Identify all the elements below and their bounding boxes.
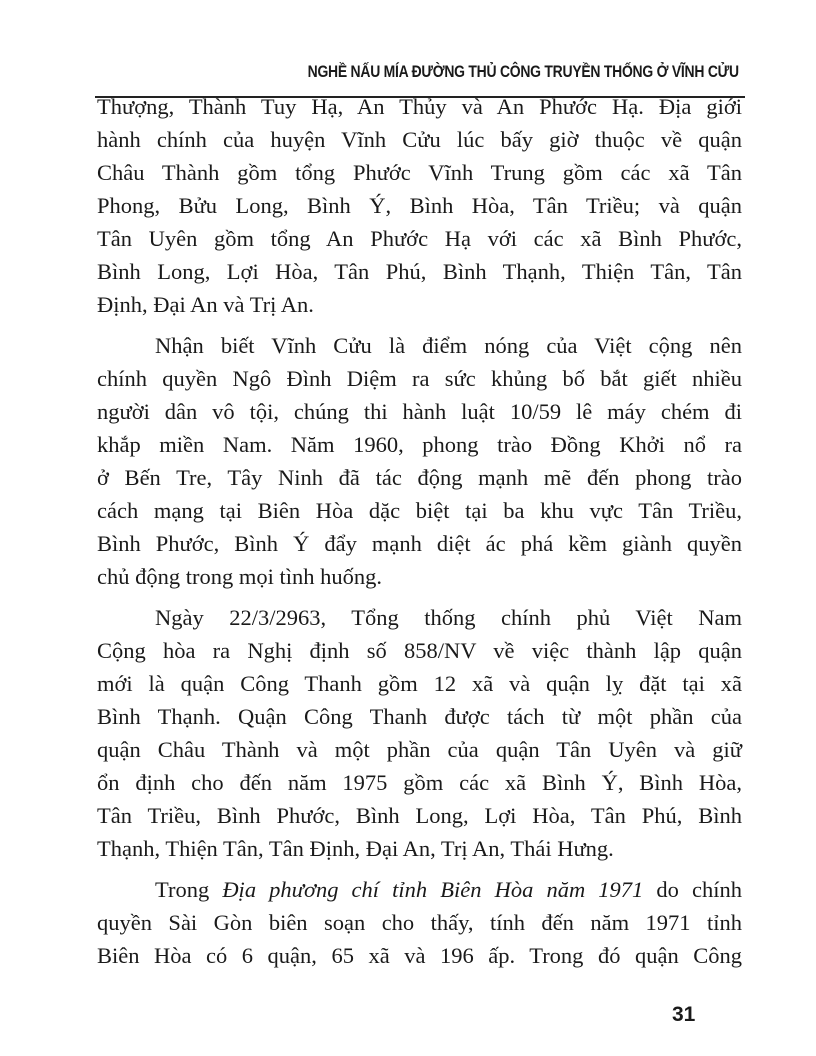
text-segment: Trong — [155, 877, 223, 902]
book-title-italic: Địa phương chí tỉnh Biên Hòa năm 1971 — [222, 877, 644, 902]
header-title: NGHỀ NẤU MÍA ĐƯỜNG THỦ CÔNG TRUYỀN THỐNG Ở VĨNH CỬU — [307, 62, 739, 81]
text-line: ở Bến Tre, Tây Ninh đã tác động mạnh mẽ đến phong trào — [97, 465, 742, 490]
text-line: Tân Triều, Bình Phước, Bình Long, Lợi Hòa, Tân Phú, Bình — [97, 803, 742, 828]
body-text — [97, 90, 742, 980]
text-line: khắp miền Nam. Năm 1960, phong trào Đồng Khởi nổ ra — [97, 432, 742, 457]
text-line: quận Châu Thành và một phần của quận Tân Uyên và giữ — [97, 737, 742, 762]
text-line: hành chính của huyện Vĩnh Cửu lúc bấy giờ thuộc về quận — [97, 127, 742, 152]
text-line: Thạnh, Thiện Tân, Tân Định, Đại An, Trị An, Thái Hưng. — [97, 836, 614, 861]
text-line: Thượng, Thành Tuy Hạ, An Thủy và An Phước Hạ. Địa giới — [97, 94, 742, 119]
text-line: người dân vô tội, chúng thi hành luật 10/59 lê máy chém đi — [97, 399, 742, 424]
text-line: chính quyền Ngô Đình Diệm ra sức khủng bố bắt giết nhiều — [97, 366, 742, 391]
text-line — [97, 873, 742, 906]
paragraph-1 — [97, 90, 742, 321]
text-line: Định, Đại An và Trị An. — [97, 292, 314, 317]
text-line: cách mạng tại Biên Hòa dặc biệt tại ba khu vực Tân Triều, — [97, 498, 742, 523]
text-line: mới là quận Công Thanh gồm 12 xã và quận lỵ đặt tại xã — [97, 671, 742, 696]
text-line: Bình Thạnh. Quận Công Thanh được tách từ một phần của — [97, 704, 742, 729]
page-number: 31 — [672, 1003, 696, 1026]
text-line: Phong, Bửu Long, Bình Ý, Bình Hòa, Tân Triều; và quận — [97, 193, 742, 218]
text-line: Bình Phước, Bình Ý đẩy mạnh diệt ác phá kềm giành quyền — [97, 531, 742, 556]
text-line: chủ động trong mọi tình huống. — [97, 564, 382, 589]
text-line: Châu Thành gồm tổng Phước Vĩnh Trung gồm các xã Tân — [97, 160, 742, 185]
text-line: Tân Uyên gồm tổng An Phước Hạ với các xã Bình Phước, — [97, 226, 742, 251]
text-line: Cộng hòa ra Nghị định số 858/NV về việc thành lập quận — [97, 638, 742, 663]
text-line: ổn định cho đến năm 1975 gồm các xã Bình Ý, Bình Hòa, — [97, 770, 742, 795]
text-line: Nhận biết Vĩnh Cửu là điểm nóng của Việt cộng nên — [155, 333, 742, 358]
text-line: quyền Sài Gòn biên soạn cho thấy, tính đến năm 1971 tỉnh — [97, 910, 742, 935]
paragraph-2 — [97, 329, 742, 593]
text-line: Ngày 22/3/2963, Tổng thống chính phủ Việt Nam — [155, 605, 742, 630]
text-line: Biên Hòa có 6 quận, 65 xã và 196 ấp. Trong đó quận Công — [97, 943, 742, 968]
paragraph-3 — [97, 601, 742, 865]
text-line: Bình Long, Lợi Hòa, Tân Phú, Bình Thạnh, Thiện Tân, Tân — [97, 259, 742, 284]
text-segment: do chính — [643, 877, 742, 902]
paragraph-4 — [97, 873, 742, 972]
